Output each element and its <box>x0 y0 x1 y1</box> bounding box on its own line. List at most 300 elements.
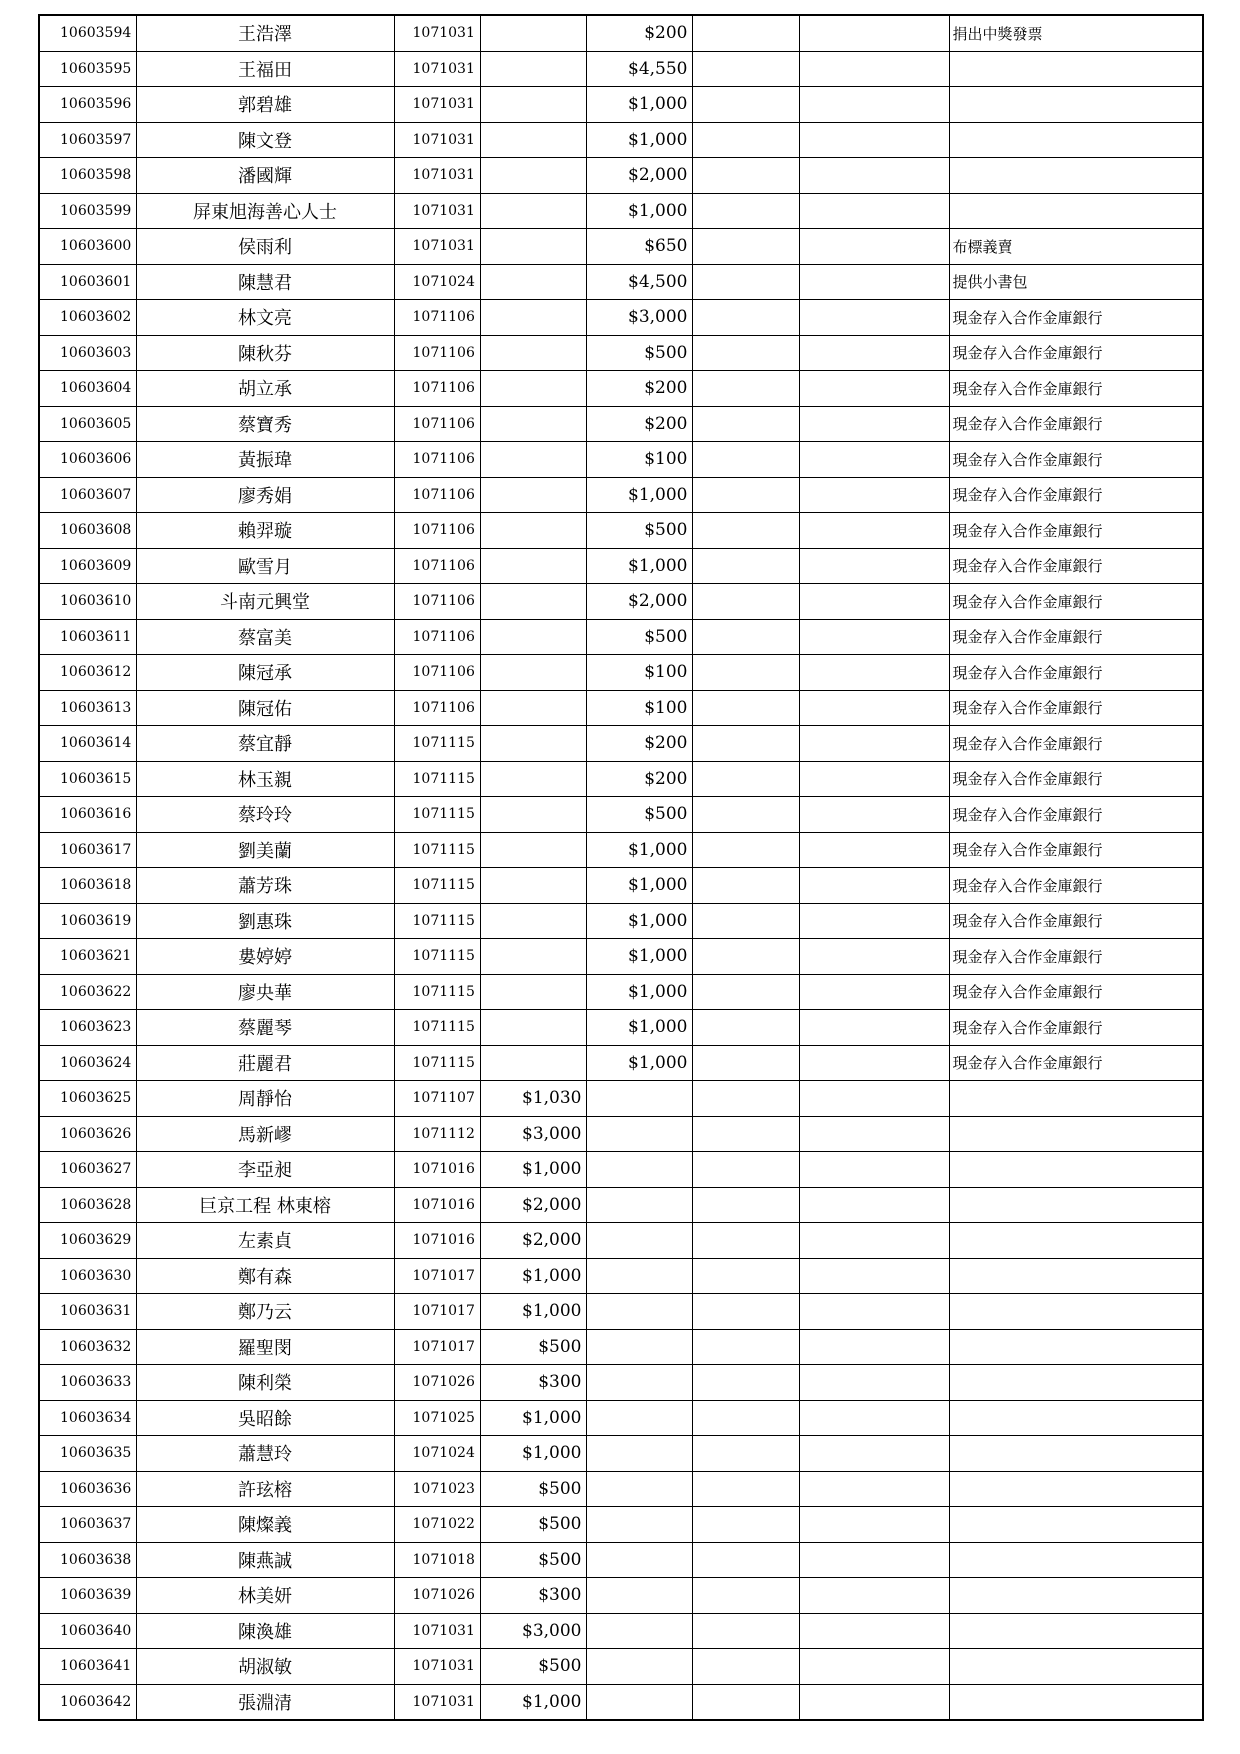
donation-date: 1071031 <box>394 87 480 123</box>
amount-column-b: $200 <box>586 406 692 442</box>
blank-cell <box>692 513 799 549</box>
table-row <box>39 1542 1203 1578</box>
amount-column-b: $1,000 <box>586 868 692 904</box>
donation-date: 1071031 <box>394 51 480 87</box>
amount-column-b <box>586 1649 692 1685</box>
donor-name: 蔡寶秀 <box>136 406 394 442</box>
remarks: 現金存入合作金庫銀行 <box>949 690 1203 726</box>
receipt-number: 10603601 <box>39 264 136 300</box>
donation-date: 1071017 <box>394 1258 480 1294</box>
blank-cell <box>692 1294 799 1330</box>
remarks <box>949 1471 1203 1507</box>
donor-name: 陳文登 <box>136 122 394 158</box>
amount-column-b <box>586 1294 692 1330</box>
table-row <box>39 655 1203 691</box>
amount-column-b: $200 <box>586 761 692 797</box>
donor-name: 蔡麗琴 <box>136 1010 394 1046</box>
table-row <box>39 1578 1203 1614</box>
blank-cell <box>692 1507 799 1543</box>
donor-name: 陳燕誠 <box>136 1542 394 1578</box>
blank-cell <box>799 1436 949 1472</box>
donor-name: 羅聖閔 <box>136 1329 394 1365</box>
amount-column-a <box>480 229 586 265</box>
receipt-number: 10603612 <box>39 655 136 691</box>
donor-name: 劉惠珠 <box>136 903 394 939</box>
amount-column-a: $2,000 <box>480 1187 586 1223</box>
receipt-number: 10603600 <box>39 229 136 265</box>
table-row <box>39 158 1203 194</box>
amount-column-b: $100 <box>586 442 692 478</box>
donor-name: 周靜怡 <box>136 1081 394 1117</box>
donor-name: 左素貞 <box>136 1223 394 1259</box>
amount-column-a <box>480 832 586 868</box>
donor-name: 廖央華 <box>136 974 394 1010</box>
remarks <box>949 1507 1203 1543</box>
remarks <box>949 1152 1203 1188</box>
blank-cell <box>799 1081 949 1117</box>
amount-column-a <box>480 513 586 549</box>
donor-name: 陳冠承 <box>136 655 394 691</box>
blank-cell <box>799 442 949 478</box>
remarks <box>949 122 1203 158</box>
donor-name: 蕭芳珠 <box>136 868 394 904</box>
amount-column-b <box>586 1507 692 1543</box>
blank-cell <box>799 619 949 655</box>
blank-cell <box>799 477 949 513</box>
amount-column-b: $1,000 <box>586 832 692 868</box>
blank-cell <box>692 300 799 336</box>
amount-column-a: $300 <box>480 1365 586 1401</box>
remarks <box>949 158 1203 194</box>
remarks <box>949 193 1203 229</box>
amount-column-b: $1,000 <box>586 548 692 584</box>
remarks: 現金存入合作金庫銀行 <box>949 477 1203 513</box>
receipt-number: 10603639 <box>39 1578 136 1614</box>
blank-cell <box>692 1152 799 1188</box>
blank-cell <box>692 1613 799 1649</box>
amount-column-b: $200 <box>586 371 692 407</box>
amount-column-a <box>480 761 586 797</box>
blank-cell <box>799 584 949 620</box>
blank-cell <box>799 264 949 300</box>
blank-cell <box>799 87 949 123</box>
donation-date: 1071031 <box>394 1649 480 1685</box>
remarks: 現金存入合作金庫銀行 <box>949 939 1203 975</box>
amount-column-b: $1,000 <box>586 974 692 1010</box>
donation-date: 1071115 <box>394 1045 480 1081</box>
blank-cell <box>799 1400 949 1436</box>
amount-column-b <box>586 1116 692 1152</box>
donor-name: 賴羿璇 <box>136 513 394 549</box>
remarks: 現金存入合作金庫銀行 <box>949 442 1203 478</box>
donation-date: 1071031 <box>394 193 480 229</box>
receipt-number: 10603625 <box>39 1081 136 1117</box>
amount-column-a <box>480 1010 586 1046</box>
donor-name: 陳渙雄 <box>136 1613 394 1649</box>
blank-cell <box>692 832 799 868</box>
remarks <box>949 1187 1203 1223</box>
amount-column-a <box>480 797 586 833</box>
blank-cell <box>799 300 949 336</box>
blank-cell <box>799 1542 949 1578</box>
amount-column-b: $200 <box>586 726 692 762</box>
amount-column-b: $1,000 <box>586 87 692 123</box>
amount-column-a <box>480 87 586 123</box>
amount-column-a <box>480 619 586 655</box>
remarks <box>949 1400 1203 1436</box>
donation-date: 1071017 <box>394 1329 480 1365</box>
blank-cell <box>799 193 949 229</box>
donation-date: 1071031 <box>394 1684 480 1720</box>
receipt-number: 10603613 <box>39 690 136 726</box>
amount-column-a <box>480 371 586 407</box>
amount-column-a <box>480 193 586 229</box>
donation-date: 1071115 <box>394 726 480 762</box>
amount-column-a <box>480 974 586 1010</box>
table-row <box>39 797 1203 833</box>
amount-column-a: $1,000 <box>480 1258 586 1294</box>
amount-column-a <box>480 122 586 158</box>
receipt-number: 10603595 <box>39 51 136 87</box>
blank-cell <box>692 655 799 691</box>
amount-column-a <box>480 335 586 371</box>
remarks <box>949 1258 1203 1294</box>
blank-cell <box>692 371 799 407</box>
remarks <box>949 1365 1203 1401</box>
receipt-number: 10603623 <box>39 1010 136 1046</box>
donation-date: 1071115 <box>394 832 480 868</box>
donation-date: 1071017 <box>394 1294 480 1330</box>
blank-cell <box>692 868 799 904</box>
blank-cell <box>799 726 949 762</box>
donor-name: 鄭乃云 <box>136 1294 394 1330</box>
donor-name: 斗南元興堂 <box>136 584 394 620</box>
blank-cell <box>799 868 949 904</box>
amount-column-b <box>586 1329 692 1365</box>
table-row <box>39 513 1203 549</box>
donor-name: 陳秋芬 <box>136 335 394 371</box>
blank-cell <box>692 1471 799 1507</box>
blank-cell <box>799 1010 949 1046</box>
donor-name: 黃振瑋 <box>136 442 394 478</box>
amount-column-a <box>480 903 586 939</box>
donation-date: 1071106 <box>394 513 480 549</box>
donor-name: 陳燦義 <box>136 1507 394 1543</box>
donation-date: 1071106 <box>394 548 480 584</box>
blank-cell <box>692 939 799 975</box>
receipt-number: 10603618 <box>39 868 136 904</box>
receipt-number: 10603614 <box>39 726 136 762</box>
amount-column-a <box>480 406 586 442</box>
remarks <box>949 1436 1203 1472</box>
remarks: 現金存入合作金庫銀行 <box>949 371 1203 407</box>
remarks: 現金存入合作金庫銀行 <box>949 832 1203 868</box>
amount-column-a: $1,000 <box>480 1294 586 1330</box>
amount-column-a <box>480 300 586 336</box>
table-row <box>39 974 1203 1010</box>
amount-column-b: $1,000 <box>586 193 692 229</box>
amount-column-b <box>586 1542 692 1578</box>
table-row <box>39 264 1203 300</box>
amount-column-a: $500 <box>480 1329 586 1365</box>
donation-ledger-table <box>38 14 1204 1721</box>
receipt-number: 10603605 <box>39 406 136 442</box>
receipt-number: 10603641 <box>39 1649 136 1685</box>
donor-name: 張淵清 <box>136 1684 394 1720</box>
amount-column-b: $500 <box>586 513 692 549</box>
donation-date: 1071106 <box>394 690 480 726</box>
receipt-number: 10603619 <box>39 903 136 939</box>
blank-cell <box>692 548 799 584</box>
blank-cell <box>799 761 949 797</box>
amount-column-b <box>586 1223 692 1259</box>
blank-cell <box>799 335 949 371</box>
blank-cell <box>799 939 949 975</box>
remarks: 現金存入合作金庫銀行 <box>949 1010 1203 1046</box>
donation-date: 1071018 <box>394 1542 480 1578</box>
amount-column-a <box>480 726 586 762</box>
receipt-number: 10603608 <box>39 513 136 549</box>
donor-name: 王福田 <box>136 51 394 87</box>
blank-cell <box>692 1010 799 1046</box>
receipt-number: 10603634 <box>39 1400 136 1436</box>
receipt-number: 10603635 <box>39 1436 136 1472</box>
donor-name: 歐雪月 <box>136 548 394 584</box>
blank-cell <box>692 193 799 229</box>
amount-column-a: $1,030 <box>480 1081 586 1117</box>
donation-date: 1071115 <box>394 903 480 939</box>
donor-name: 陳利榮 <box>136 1365 394 1401</box>
table-row <box>39 1649 1203 1685</box>
donor-name: 胡淑敏 <box>136 1649 394 1685</box>
amount-column-b <box>586 1258 692 1294</box>
blank-cell <box>692 51 799 87</box>
table-row <box>39 335 1203 371</box>
remarks <box>949 1613 1203 1649</box>
receipt-number: 10603609 <box>39 548 136 584</box>
receipt-number: 10603611 <box>39 619 136 655</box>
receipt-number: 10603636 <box>39 1471 136 1507</box>
donor-name: 莊麗君 <box>136 1045 394 1081</box>
blank-cell <box>692 229 799 265</box>
blank-cell <box>692 87 799 123</box>
donor-name: 馬新嵺 <box>136 1116 394 1152</box>
donation-date: 1071115 <box>394 1010 480 1046</box>
amount-column-a <box>480 477 586 513</box>
remarks <box>949 1294 1203 1330</box>
amount-column-b: $100 <box>586 690 692 726</box>
blank-cell <box>799 1152 949 1188</box>
blank-cell <box>799 1116 949 1152</box>
amount-column-b: $2,000 <box>586 584 692 620</box>
remarks: 現金存入合作金庫銀行 <box>949 761 1203 797</box>
blank-cell <box>692 335 799 371</box>
amount-column-a <box>480 690 586 726</box>
donation-date: 1071115 <box>394 939 480 975</box>
donation-date: 1071016 <box>394 1152 480 1188</box>
amount-column-a <box>480 442 586 478</box>
donor-name: 廖秀娟 <box>136 477 394 513</box>
receipt-number: 10603607 <box>39 477 136 513</box>
table-row <box>39 1507 1203 1543</box>
blank-cell <box>799 1294 949 1330</box>
amount-column-a <box>480 1045 586 1081</box>
remarks <box>949 1223 1203 1259</box>
amount-column-a <box>480 264 586 300</box>
remarks: 現金存入合作金庫銀行 <box>949 584 1203 620</box>
donation-date: 1071106 <box>394 335 480 371</box>
receipt-number: 10603637 <box>39 1507 136 1543</box>
remarks <box>949 87 1203 123</box>
amount-column-b <box>586 1471 692 1507</box>
donation-date: 1071106 <box>394 477 480 513</box>
donation-date: 1071106 <box>394 619 480 655</box>
blank-cell <box>799 1649 949 1685</box>
amount-column-b <box>586 1152 692 1188</box>
table-row <box>39 726 1203 762</box>
receipt-number: 10603616 <box>39 797 136 833</box>
table-row <box>39 1081 1203 1117</box>
receipt-number: 10603640 <box>39 1613 136 1649</box>
blank-cell <box>799 122 949 158</box>
donation-date: 1071031 <box>394 229 480 265</box>
amount-column-a: $500 <box>480 1649 586 1685</box>
remarks <box>949 1116 1203 1152</box>
donation-date: 1071016 <box>394 1223 480 1259</box>
amount-column-a <box>480 584 586 620</box>
amount-column-a: $1,000 <box>480 1684 586 1720</box>
donation-date: 1071107 <box>394 1081 480 1117</box>
table-row <box>39 1684 1203 1720</box>
amount-column-b: $1,000 <box>586 903 692 939</box>
donor-name: 郭碧雄 <box>136 87 394 123</box>
receipt-number: 10603617 <box>39 832 136 868</box>
blank-cell <box>799 1258 949 1294</box>
receipt-number: 10603632 <box>39 1329 136 1365</box>
amount-column-b: $1,000 <box>586 122 692 158</box>
table-row <box>39 1045 1203 1081</box>
receipt-number: 10603631 <box>39 1294 136 1330</box>
table-row <box>39 939 1203 975</box>
remarks: 現金存入合作金庫銀行 <box>949 797 1203 833</box>
remarks <box>949 51 1203 87</box>
blank-cell <box>692 1045 799 1081</box>
table-row <box>39 15 1203 51</box>
receipt-number: 10603621 <box>39 939 136 975</box>
donor-name: 巨京工程 林東榕 <box>136 1187 394 1223</box>
amount-column-a <box>480 51 586 87</box>
blank-cell <box>799 513 949 549</box>
donor-name: 王浩澤 <box>136 15 394 51</box>
amount-column-a <box>480 939 586 975</box>
blank-cell <box>799 1045 949 1081</box>
receipt-number: 10603598 <box>39 158 136 194</box>
amount-column-b: $3,000 <box>586 300 692 336</box>
amount-column-a <box>480 655 586 691</box>
amount-column-a: $3,000 <box>480 1116 586 1152</box>
donation-date: 1071026 <box>394 1365 480 1401</box>
remarks: 現金存入合作金庫銀行 <box>949 300 1203 336</box>
amount-column-b: $500 <box>586 335 692 371</box>
donation-date: 1071022 <box>394 1507 480 1543</box>
donation-date: 1071023 <box>394 1471 480 1507</box>
donation-date: 1071026 <box>394 1578 480 1614</box>
receipt-number: 10603603 <box>39 335 136 371</box>
amount-column-a <box>480 15 586 51</box>
donor-name: 侯雨利 <box>136 229 394 265</box>
receipt-number: 10603596 <box>39 87 136 123</box>
remarks: 捐出中獎發票 <box>949 15 1203 51</box>
blank-cell <box>692 406 799 442</box>
donor-name: 許玹榕 <box>136 1471 394 1507</box>
amount-column-b <box>586 1187 692 1223</box>
table-row <box>39 229 1203 265</box>
blank-cell <box>692 1400 799 1436</box>
receipt-number: 10603638 <box>39 1542 136 1578</box>
blank-cell <box>799 903 949 939</box>
blank-cell <box>692 1187 799 1223</box>
blank-cell <box>692 619 799 655</box>
receipt-number: 10603602 <box>39 300 136 336</box>
receipt-number: 10603606 <box>39 442 136 478</box>
amount-column-b: $100 <box>586 655 692 691</box>
table-row <box>39 903 1203 939</box>
blank-cell <box>799 158 949 194</box>
receipt-number: 10603624 <box>39 1045 136 1081</box>
table-row <box>39 690 1203 726</box>
blank-cell <box>692 690 799 726</box>
blank-cell <box>692 15 799 51</box>
receipt-number: 10603628 <box>39 1187 136 1223</box>
table-row <box>39 87 1203 123</box>
blank-cell <box>799 1365 949 1401</box>
receipt-number: 10603622 <box>39 974 136 1010</box>
blank-cell <box>799 406 949 442</box>
donation-date: 1071031 <box>394 15 480 51</box>
blank-cell <box>799 229 949 265</box>
amount-column-b <box>586 1436 692 1472</box>
table-row <box>39 193 1203 229</box>
donation-date: 1071115 <box>394 797 480 833</box>
receipt-number: 10603630 <box>39 1258 136 1294</box>
donation-date: 1071115 <box>394 974 480 1010</box>
amount-column-a: $3,000 <box>480 1613 586 1649</box>
blank-cell <box>692 122 799 158</box>
table-row <box>39 1436 1203 1472</box>
donor-name: 林美妍 <box>136 1578 394 1614</box>
receipt-number: 10603629 <box>39 1223 136 1259</box>
blank-cell <box>692 1258 799 1294</box>
donation-date: 1071016 <box>394 1187 480 1223</box>
amount-column-a <box>480 868 586 904</box>
donor-name: 林文亮 <box>136 300 394 336</box>
remarks: 現金存入合作金庫銀行 <box>949 974 1203 1010</box>
amount-column-a: $500 <box>480 1471 586 1507</box>
donation-date: 1071024 <box>394 1436 480 1472</box>
blank-cell <box>799 1223 949 1259</box>
amount-column-b: $1,000 <box>586 1045 692 1081</box>
donor-name: 陳冠佑 <box>136 690 394 726</box>
blank-cell <box>799 1471 949 1507</box>
donor-name: 潘國輝 <box>136 158 394 194</box>
blank-cell <box>692 442 799 478</box>
receipt-number: 10603599 <box>39 193 136 229</box>
table-row <box>39 477 1203 513</box>
blank-cell <box>799 1329 949 1365</box>
donation-date: 1071112 <box>394 1116 480 1152</box>
remarks: 現金存入合作金庫銀行 <box>949 548 1203 584</box>
receipt-number: 10603627 <box>39 1152 136 1188</box>
